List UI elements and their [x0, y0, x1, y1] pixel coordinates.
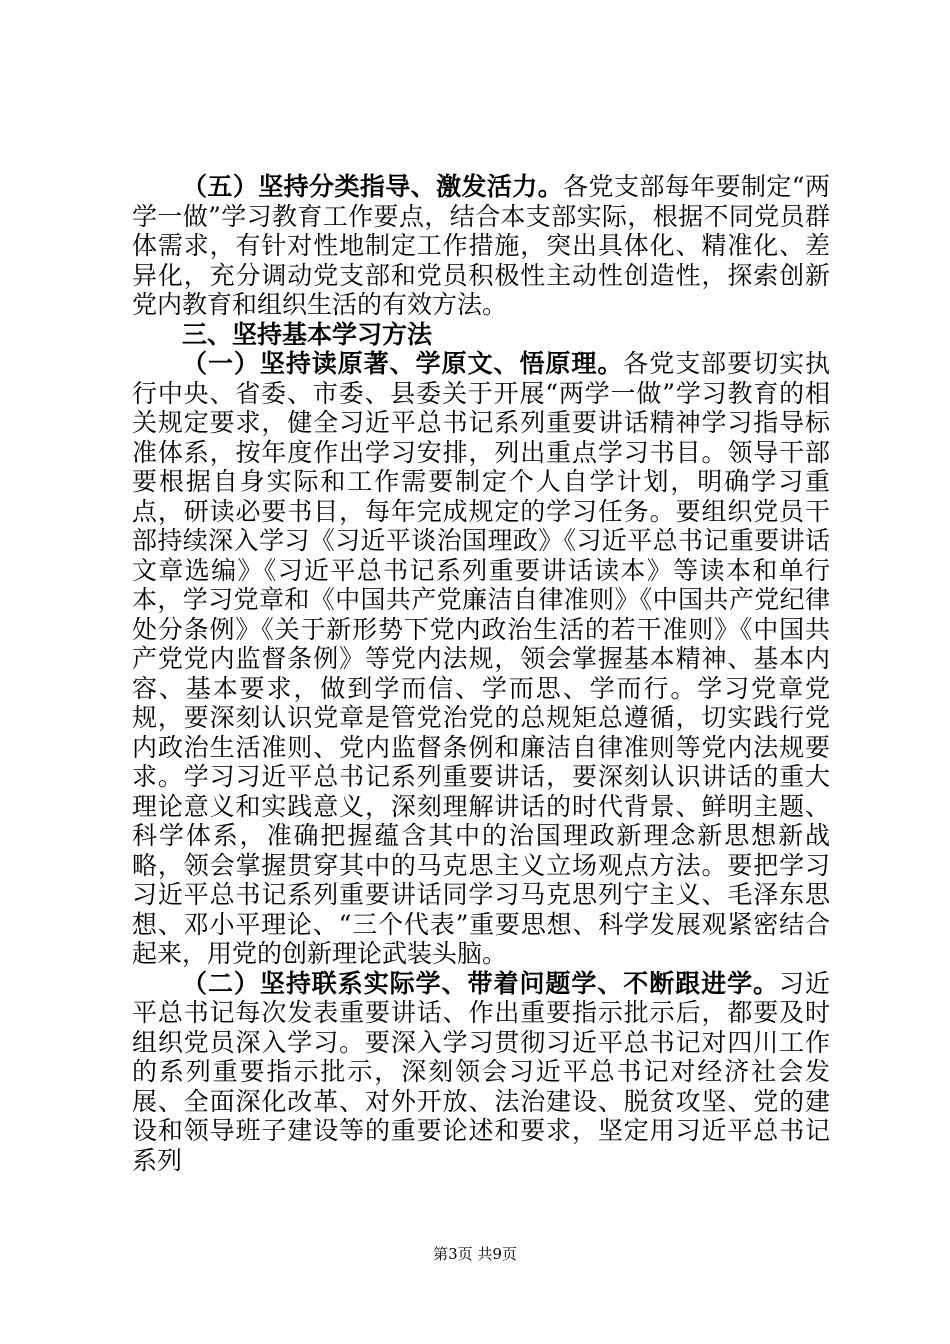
paragraph-one	[132, 349, 830, 969]
paragraph-two	[132, 969, 830, 1176]
paragraph-text: 各党支部要切实执行中央、省委、市委、县委关于开展“两学一做”学习教育的相关规定要求，健全习近平总书记系列重要讲话精神学习指导标准体系，按年度作出学习安排，列出重点学习书目。领导干部要根据自身实际和工作需要制定个人自学计划，明确学习重点，研读必要书目，每年完成规定的学习任务。要组织党员干部持续深入学习《习近平谈治国理政》《习近平总书记重要讲话文章选编》《习近平总书记系列重要讲话读本》等读本和单行本，学习党章和《中国共产党廉洁自律准则》《中国共产党纪律处分条例》《关于新形势下党内政治生活的若干准则》《中国共产党党内监督条例》等党内法规，领会掌握基本精神、基本内容、基本要求，做到学而信、学而思、学而行。学习党章党规，要深刻认识党章是管党治党的总规矩总遵循，切实践行党内政治生活准则、党内监督条例和廉洁自律准则等党内法规要求。学习习近平总书记系列重要讲话，要深刻认识讲话的重大理论意义和实践意义，深刻理解讲话的时代背景、鲜明主题、科学体系，准确把握蕴含其中的治国理政新理念新思想新战略，领会掌握贯穿其中的马克思主义立场观点方法。要把学习习近平总书记系列重要讲话同学习马克思列宁主义、毛泽东思想、邓小平理论、“三个代表”重要思想、科学发展观紧密结合起来，用党的创新理论武装头脑。	[132, 349, 830, 968]
paragraph-text: 各党支部每年要制定“两学一做”学习教育工作要点，结合本支部实际，根据不同党员群体需求，有针对性地制定工作措施，突出具体化、精准化、差异化，充分调动党支部和党员积极性主动性创造性，探索创新党内教育和组织生活的有效方法。	[132, 172, 830, 319]
paragraph-lead: （一）坚持读原著、学原文、悟原理。	[182, 349, 624, 378]
paragraph-lead: （二）坚持联系实际学、带着问题学、不断跟进学。	[182, 968, 780, 998]
section-heading: 三、坚持基本学习方法	[182, 319, 433, 349]
paragraph-lead: （五）坚持分类指导、激发活力。	[182, 172, 564, 201]
paragraph-five	[132, 172, 830, 320]
paragraph-text: 习近平总书记每次发表重要讲话、作出重要指示批示后，都要及时组织党员深入学习。要深入学习贯彻习近平总书记对四川工作的系列重要指示批示，深刻领会习近平总书记对经济社会发展、全面深化改革、对外开放、法治建设、脱贫攻坚、党的建设和领导班子建设等的重要论述和要求，坚定用习近平总书记系列	[132, 968, 830, 1175]
document-body	[132, 172, 830, 1175]
page-footer: 第3页 共9页	[433, 1245, 517, 1263]
